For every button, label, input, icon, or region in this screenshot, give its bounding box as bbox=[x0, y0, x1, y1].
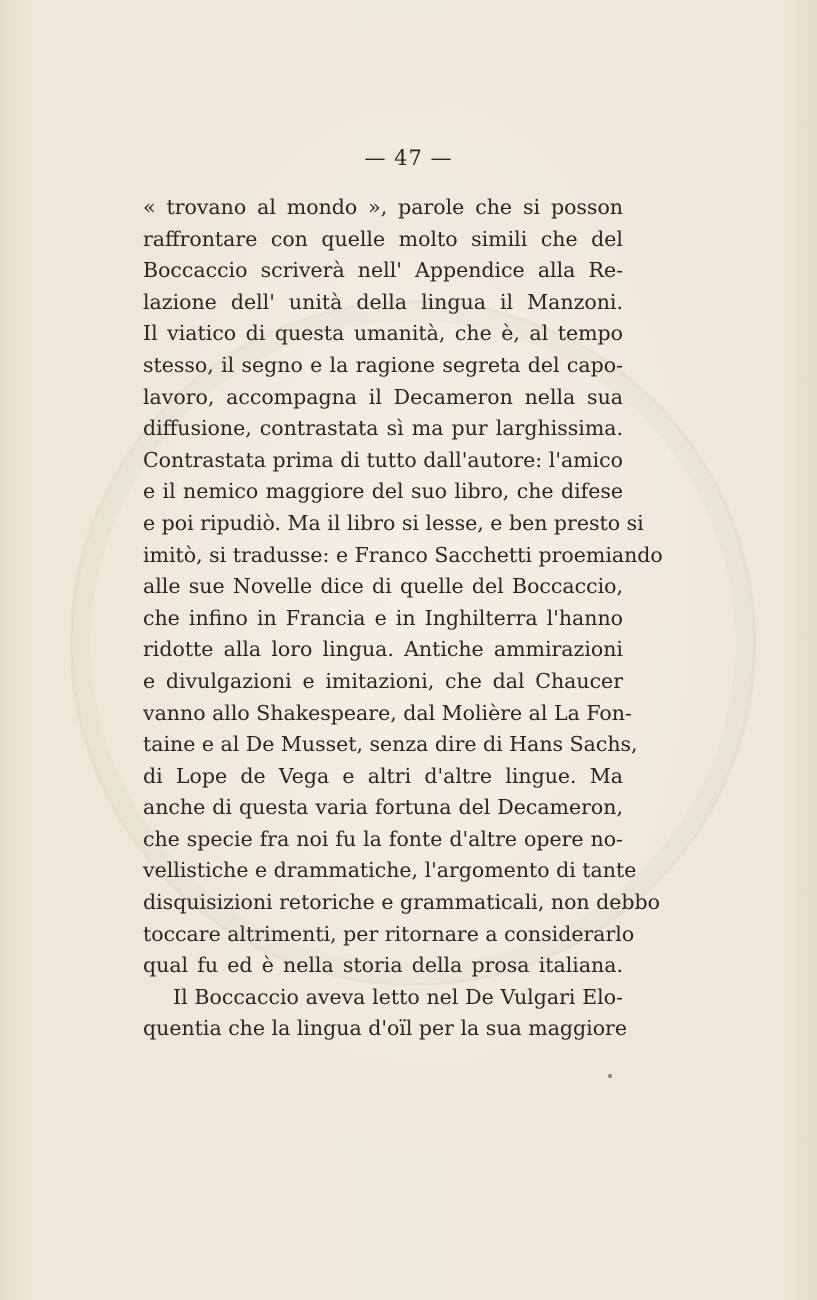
text-line: vellistiche e drammatiche, l'argomento di tante bbox=[143, 858, 637, 883]
text-line: ridotte alla loro lingua. Antiche ammirazioni bbox=[143, 637, 623, 662]
text-line: toccare altrimenti, per ritornare a considerarlo bbox=[143, 921, 635, 946]
text-line: che infino in Francia e in Inghilterra l'hanno bbox=[143, 605, 623, 630]
text-line: di Lope de Vega e altri d'altre lingue. Ma bbox=[143, 763, 623, 788]
paper-speck bbox=[608, 1074, 612, 1078]
text-line: lavoro, accompagna il Decameron nella sua bbox=[143, 384, 623, 409]
text-line: Boccaccio scriverà nell' Appendice alla Re- bbox=[143, 258, 623, 283]
text-line: che specie fra noi fu la fonte d'altre opere no- bbox=[143, 826, 623, 851]
text-line: quentia che la lingua d'oïl per la sua maggiore bbox=[143, 1016, 627, 1041]
page-text-block bbox=[143, 192, 663, 1045]
text-line: alle sue Novelle dice di quelle del Boccaccio, bbox=[143, 574, 623, 599]
text-line: « trovano al mondo », parole che si posson bbox=[143, 195, 623, 219]
text-line: qual fu ed è nella storia della prosa italiana. bbox=[143, 953, 623, 978]
text-line: imitò, si tradusse: e Franco Sacchetti proemiando bbox=[143, 542, 663, 567]
text-line: lazione dell' unità della lingua il Manzoni. bbox=[143, 289, 623, 314]
text-line: raffrontare con quelle molto simili che del bbox=[143, 226, 623, 251]
text-line: taine e al De Musset, senza dire di Hans Sachs, bbox=[143, 732, 638, 757]
text-line: e divulgazioni e imitazioni, che dal Chaucer bbox=[143, 668, 623, 693]
text-line: vanno allo Shakespeare, dal Molière al La Fon- bbox=[143, 700, 632, 725]
text-line: Il viatico di questa umanità, che è, al tempo bbox=[143, 321, 623, 346]
text-line: stesso, il segno e la ragione segreta del capo- bbox=[143, 352, 623, 377]
text-line: e poi ripudiò. Ma il libro si lesse, e ben presto si bbox=[143, 510, 644, 535]
text-line: diffusione, contrastata sì ma pur larghissima. bbox=[143, 416, 623, 441]
text-line: anche di questa varia fortuna del Decameron, bbox=[143, 795, 623, 820]
text-line: Contrastata prima di tutto dall'autore: l'amico bbox=[143, 447, 623, 472]
text-line: Il Boccaccio aveva letto nel De Vulgari Elo- bbox=[173, 984, 623, 1009]
page-number: — 47 — bbox=[364, 146, 453, 170]
text-line: e il nemico maggiore del suo libro, che difese bbox=[143, 479, 623, 504]
text-line: disquisizioni retoriche e grammaticali, non debbo bbox=[143, 890, 660, 915]
